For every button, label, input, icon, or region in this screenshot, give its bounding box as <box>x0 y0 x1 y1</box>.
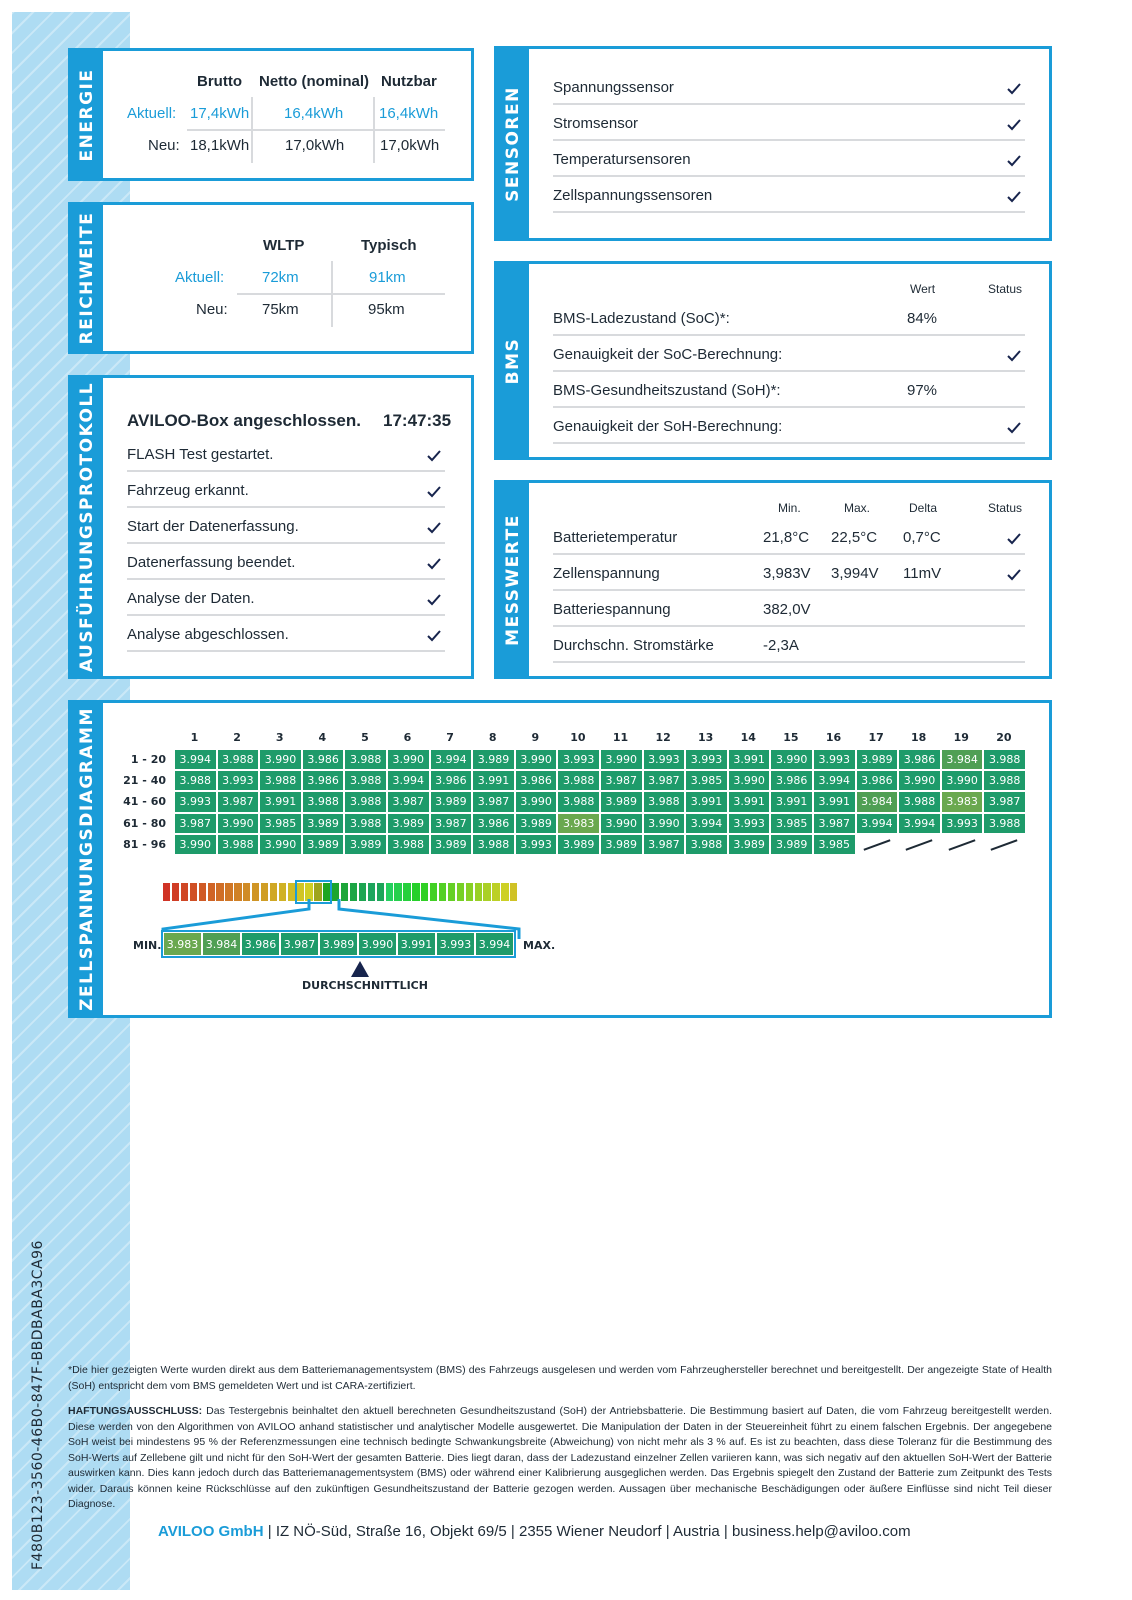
check-icon <box>1007 154 1021 168</box>
protokoll-step: FLASH Test gestartet. <box>127 446 274 463</box>
check-icon <box>427 449 441 463</box>
cell-column-number: 8 <box>488 731 497 744</box>
bms-row-label: Genauigkeit der SoH-Berechnung: <box>553 418 783 435</box>
check-icon <box>1007 190 1021 204</box>
cell-column-number: 9 <box>531 731 540 744</box>
cell-value: 3.985 <box>685 770 728 791</box>
average-marker-icon <box>351 961 369 977</box>
cell-value: 3.989 <box>728 834 771 855</box>
cell-column-number: 5 <box>361 731 369 744</box>
sensor-divider <box>553 139 1025 141</box>
footer-sep-4: | <box>723 1523 728 1540</box>
cell-value: 3.988 <box>344 791 387 812</box>
cell-value: 3.991 <box>728 749 771 770</box>
cell-value: 3.989 <box>856 749 899 770</box>
bms-row-divider <box>553 370 1025 372</box>
cell-value: 3.990 <box>387 749 430 770</box>
cell-value: 3.993 <box>217 770 260 791</box>
check-icon <box>427 557 441 571</box>
cell-value: 3.988 <box>344 770 387 791</box>
bms-row-divider <box>553 442 1025 444</box>
energie-vdivider-1 <box>251 97 253 163</box>
energie-neu-brutto: 18,1kWh <box>190 137 250 154</box>
energie-label-neu: Neu: <box>148 137 180 154</box>
legend-value: 3.984 <box>202 932 241 956</box>
cell-value: 3.994 <box>813 770 856 791</box>
sensor-item: Zellspannungssensoren <box>553 187 713 204</box>
cell-value: 3.984 <box>941 749 984 770</box>
sensoren-title: SENSOREN <box>503 85 523 202</box>
cell-value: 3.993 <box>685 749 728 770</box>
cell-value: 3.986 <box>430 770 473 791</box>
cell-value: 3.989 <box>430 834 473 855</box>
check-icon <box>427 593 441 607</box>
check-icon <box>1007 82 1021 96</box>
legend-value: 3.987 <box>280 932 319 956</box>
protokoll-step-divider <box>127 470 445 472</box>
protokoll-step: Start der Datenerfassung. <box>127 518 299 535</box>
disclaimer <box>68 1404 1052 1513</box>
cell-value: 3.993 <box>728 813 771 834</box>
energie-header-netto: Netto (nominal) <box>259 73 369 90</box>
protokoll-step-divider <box>127 650 445 652</box>
cell-value: 3.987 <box>430 813 473 834</box>
cell-value: 3.985 <box>813 834 856 855</box>
cell-value: 3.988 <box>557 770 600 791</box>
document-id: F480B123-3560-46B0-847F-BBDBABA3CA96 <box>30 1240 46 1570</box>
cell-value: 3.990 <box>898 770 941 791</box>
messwerte-min: 3,983V <box>763 565 811 582</box>
cell-value: 3.990 <box>770 749 813 770</box>
reichweite-neu-typisch: 95km <box>368 301 405 318</box>
legend-value: 3.993 <box>436 932 475 956</box>
legend-value: 3.986 <box>241 932 280 956</box>
messwerte-col-status: Status <box>988 501 1023 515</box>
sensoren-panel <box>494 46 1052 241</box>
cell-value: 3.989 <box>387 813 430 834</box>
cell-value: 3.994 <box>898 813 941 834</box>
bms-panel <box>494 261 1052 460</box>
check-icon <box>427 485 441 499</box>
protokoll-step-divider <box>127 614 445 616</box>
reichweite-header-wltp: WLTP <box>263 237 305 254</box>
check-icon <box>1007 532 1021 546</box>
cell-column-number: 12 <box>655 731 671 744</box>
legend-value: 3.983 <box>163 932 202 956</box>
messwerte-row-label: Batterietemperatur <box>553 529 678 546</box>
cell-value: 3.990 <box>259 749 302 770</box>
cell-value: 3.990 <box>600 749 643 770</box>
cell-value: 3.993 <box>941 813 984 834</box>
energie-neu-nutzbar: 17,0kWh <box>380 137 440 154</box>
sensor-divider <box>553 103 1025 105</box>
cell-column-number: 18 <box>911 731 927 744</box>
legend-value: 3.989 <box>319 932 358 956</box>
cell-value: 3.989 <box>770 834 813 855</box>
cell-value: 3.988 <box>472 834 515 855</box>
footer-sep-2: | <box>510 1523 515 1540</box>
messwerte-row-label: Durchschn. Stromstärke <box>553 637 714 654</box>
cell-value: 3.988 <box>217 834 260 855</box>
bms-row-label: Genauigkeit der SoC-Berechnung: <box>553 346 783 363</box>
messwerte-panel <box>494 480 1052 679</box>
zellspannung-tab <box>71 703 103 1015</box>
cell-column-number: 4 <box>318 731 327 744</box>
cell-value: 3.990 <box>600 813 643 834</box>
cell-value: 3.990 <box>217 813 260 834</box>
protokoll-step: Fahrzeug erkannt. <box>127 482 249 499</box>
footer-country: Austria <box>673 1523 720 1540</box>
cell-row-label: 41 - 60 <box>123 795 166 809</box>
cell-value: 3.993 <box>813 749 856 770</box>
cell-row-label: 21 - 40 <box>123 774 166 788</box>
reichweite-aktuell-typisch: 91km <box>369 269 406 286</box>
legend-value: 3.994 <box>475 932 514 956</box>
protokoll-tab <box>71 378 103 676</box>
messwerte-title: MESSWERTE <box>503 513 523 646</box>
disclaimer-text: Das Testergebnis beinhaltet den aktuell berechneten Gesundheitszustand (SoH) der Antriebsbatterie. Die Bestimmung basiert auf Daten, die vom Fahrzeug bereitgestellt werden. Diese werden von den Algorithmen von AVILOO anhand statistischer und analytischer Modelle ausgewertet. Die Manipulation der Daten in der Steuereinheit führt zu einem falschen Ergebnis. Der angegebene SoH weist bei mindestens 95 % der Referenzmessungen eine technisch bedingte Schwankungsbreite (Abweichung) von nicht mehr als 3 % auf. Es ist zu beachten, dass diese Toleranz für die Bestimmung des SoH-Werts auf Zellebene gilt und nicht für den SoH-Wert der gesamten Batterie. Dies liegt daran, dass der Ladezustand einzelner Zellen variieren kann, was sich negativ auf den aktuellen SoH-Wert der Batterie auswirken kann. Dies kann jedoch durch das Batteriemanagementsystem (BMS) oder während einer Kalibrierung ausgeglichen werden. Das Ergebnis spiegelt den Zustand der Batterie zum Zeitpunkt des Tests wider. Daraus können keine Rückschlüsse auf den zukünftigen Gesundheitszustand der Batterie gezogen werden. Aussagen über mechanische Beschädigungen oder äußere Einflüsse sind nicht Teil dieser Diagnose. <box>68 1405 1052 1510</box>
bms-tab <box>497 264 529 457</box>
protokoll-panel <box>68 375 474 679</box>
bms-title: BMS <box>503 337 523 384</box>
sensor-item: Temperatursensoren <box>553 151 691 168</box>
cell-value: 3.988 <box>983 749 1026 770</box>
energie-aktuell-nutzbar: 16,4kWh <box>379 105 439 122</box>
sensor-divider <box>553 175 1025 177</box>
footer-address: IZ NÖ-Süd, Straße 16, Objekt 69/5 <box>275 1523 507 1540</box>
sensor-item: Stromsensor <box>553 115 639 132</box>
energie-vdivider-2 <box>373 97 375 163</box>
check-icon <box>1007 349 1021 363</box>
energie-neu-netto: 17,0kWh <box>285 137 345 154</box>
reichweite-aktuell-wltp: 72km <box>262 269 299 286</box>
cell-value: 3.988 <box>898 791 941 812</box>
reichweite-label-aktuell: Aktuell: <box>175 269 225 286</box>
reichweite-tab <box>71 205 103 351</box>
cell-value: 3.990 <box>515 749 558 770</box>
cell-value: 3.988 <box>174 770 217 791</box>
footer-sep-3: | <box>665 1523 670 1540</box>
sensor-divider <box>553 211 1025 213</box>
empty-cell-slash <box>863 839 890 850</box>
energie-header-nutzbar: Nutzbar <box>381 73 437 90</box>
cell-value: 3.990 <box>174 834 217 855</box>
messwerte-min: -2,3A <box>763 637 799 654</box>
messwerte-tab <box>497 483 529 676</box>
cell-value: 3.986 <box>856 770 899 791</box>
zellspannung-title: ZELLSPANNUNGSDIAGRAMM <box>77 707 97 1011</box>
cell-column-number: 17 <box>868 731 884 744</box>
cell-value: 3.993 <box>557 749 600 770</box>
cell-value: 3.988 <box>344 749 387 770</box>
energie-header-brutto: Brutto <box>197 73 242 90</box>
cell-column-number: 1 <box>190 731 199 744</box>
cell-value: 3.994 <box>174 749 217 770</box>
messwerte-row-label: Batteriespannung <box>553 601 671 618</box>
cell-column-number: 7 <box>446 731 454 744</box>
cell-value: 3.989 <box>600 834 643 855</box>
soh-footnote: *Die hier gezeigten Werte wurden direkt aus dem Batteriemanagementsystem (BMS) des Fahrzeugs ausgelesen und werden vom Fahrzeughersteller berechnet und bereitgestellt. Der angezeigte State of Health (SoH) entspricht dem vom BMS gemeldeten Wert und ist CARA-zertifiziert. <box>68 1364 1052 1392</box>
cell-value: 3.986 <box>770 770 813 791</box>
cell-value: 3.988 <box>685 834 728 855</box>
messwerte-col-min: Min. <box>778 501 801 515</box>
cell-value: 3.988 <box>983 770 1026 791</box>
cell-column-number: 6 <box>403 731 412 744</box>
cell-value: 3.990 <box>259 834 302 855</box>
reichweite-neu-wltp: 75km <box>262 301 299 318</box>
cell-column-number: 2 <box>233 731 241 744</box>
cell-value: 3.994 <box>430 749 473 770</box>
cell-column-number: 20 <box>996 731 1012 744</box>
check-icon <box>1007 568 1021 582</box>
energie-tab <box>71 51 103 178</box>
cell-value: 3.990 <box>941 770 984 791</box>
check-icon <box>1007 118 1021 132</box>
cell-value: 3.987 <box>472 791 515 812</box>
cell-value: 3.991 <box>685 791 728 812</box>
cell-value: 3.983 <box>941 791 984 812</box>
cell-value: 3.986 <box>472 813 515 834</box>
energie-divider <box>187 129 445 131</box>
cell-value: 3.994 <box>387 770 430 791</box>
empty-cell-slash <box>991 839 1018 850</box>
cell-column-number: 13 <box>698 731 714 744</box>
messwerte-col-delta: Delta <box>909 501 938 515</box>
bms-row-divider <box>553 406 1025 408</box>
messwerte-row-label: Zellenspannung <box>553 565 660 582</box>
bms-row-divider <box>553 334 1025 336</box>
energie-panel <box>68 48 474 181</box>
cell-value: 3.991 <box>728 791 771 812</box>
messwerte-row-divider <box>553 625 1025 627</box>
cell-value: 3.984 <box>856 791 899 812</box>
energie-label-aktuell: Aktuell: <box>127 105 177 122</box>
cell-row-label: 61 - 80 <box>123 816 166 830</box>
cell-value: 3.989 <box>557 834 600 855</box>
protokoll-step: Analyse der Daten. <box>127 590 255 607</box>
cell-value: 3.988 <box>557 791 600 812</box>
cell-value: 3.988 <box>643 791 686 812</box>
check-icon <box>1007 421 1021 435</box>
check-icon <box>427 521 441 535</box>
cell-value: 3.991 <box>813 791 856 812</box>
empty-cell-slash <box>906 839 933 850</box>
cell-column-number: 3 <box>275 731 284 744</box>
cell-value: 3.985 <box>770 813 813 834</box>
cell-value: 3.994 <box>856 813 899 834</box>
protokoll-step: Datenerfassung beendet. <box>127 554 296 571</box>
cell-value: 3.987 <box>813 813 856 834</box>
protokoll-step-divider <box>127 578 445 580</box>
bms-row-value: 84% <box>907 310 938 327</box>
cell-value: 3.988 <box>344 813 387 834</box>
sensor-item: Spannungssensor <box>553 79 674 96</box>
cell-value: 3.988 <box>983 813 1026 834</box>
reichweite-divider <box>237 293 445 295</box>
messwerte-delta: 0,7°C <box>903 529 941 546</box>
cell-value: 3.994 <box>685 813 728 834</box>
energie-aktuell-netto: 16,4kWh <box>284 105 344 122</box>
sensoren-tab <box>497 49 529 238</box>
cell-row-label: 81 - 96 <box>123 837 166 851</box>
reichweite-title: REICHWEITE <box>77 211 97 345</box>
protokoll-heading: AVILOO-Box angeschlossen. <box>127 411 361 430</box>
cell-value: 3.986 <box>302 749 345 770</box>
cell-value: 3.988 <box>217 749 260 770</box>
cell-value: 3.989 <box>430 791 473 812</box>
cell-column-number: 16 <box>825 731 842 744</box>
cell-row-label: 1 - 20 <box>130 753 166 766</box>
footer-city: 2355 Wiener Neudorf <box>519 1523 662 1540</box>
cell-value: 3.985 <box>259 813 302 834</box>
legend-value: 3.991 <box>397 932 436 956</box>
cell-value: 3.987 <box>643 770 686 791</box>
cell-value: 3.993 <box>515 834 558 855</box>
cell-value: 3.988 <box>302 791 345 812</box>
legend-max-label: MAX. <box>523 939 556 952</box>
empty-cell-slash <box>948 839 975 850</box>
cell-value: 3.987 <box>217 791 260 812</box>
messwerte-delta: 11mV <box>903 565 942 582</box>
messwerte-min: 382,0V <box>763 601 811 618</box>
average-label: DURCHSCHNITTLICH <box>302 979 428 992</box>
cell-column-number: 11 <box>612 731 629 744</box>
reichweite-panel <box>68 202 474 354</box>
cell-column-number: 15 <box>783 731 799 744</box>
footer-company: AVILOO GmbH <box>158 1523 264 1540</box>
messwerte-row-divider <box>553 661 1025 663</box>
messwerte-max: 22,5°C <box>831 529 878 546</box>
cell-value: 3.991 <box>259 791 302 812</box>
reichweite-vdivider <box>331 261 333 327</box>
legend-value: 3.990 <box>358 932 397 956</box>
cell-value: 3.990 <box>643 813 686 834</box>
cell-value: 3.989 <box>302 813 345 834</box>
bms-row-value: 97% <box>907 382 938 399</box>
protokoll-step-divider <box>127 506 445 508</box>
cell-value: 3.987 <box>600 770 643 791</box>
disclaimer-label: HAFTUNGSAUSSCHLUSS: <box>68 1405 203 1417</box>
protokoll-time: 17:47:35 <box>383 411 452 430</box>
footer-sep-1: | <box>267 1523 272 1540</box>
cell-value: 3.989 <box>344 834 387 855</box>
cell-value: 3.993 <box>174 791 217 812</box>
messwerte-row-divider <box>553 589 1025 591</box>
messwerte-min: 21,8°C <box>763 529 810 546</box>
cell-column-number: 19 <box>953 731 969 744</box>
energie-title: ENERGIE <box>77 68 97 161</box>
messwerte-row-divider <box>553 553 1025 555</box>
cell-value: 3.987 <box>387 791 430 812</box>
cell-value: 3.983 <box>557 813 600 834</box>
cell-value: 3.987 <box>643 834 686 855</box>
cell-column-number: 14 <box>740 731 756 744</box>
bms-row-label: BMS-Ladezustand (SoC)*: <box>553 310 730 327</box>
bms-col-status: Status <box>988 282 1023 296</box>
cell-column-number: 10 <box>570 731 586 744</box>
energie-aktuell-brutto: 17,4kWh <box>190 105 250 122</box>
bms-col-wert: Wert <box>910 282 936 296</box>
cell-value: 3.986 <box>898 749 941 770</box>
cell-value: 3.989 <box>600 791 643 812</box>
cell-value: 3.993 <box>643 749 686 770</box>
check-icon <box>427 629 441 643</box>
cell-value: 3.990 <box>728 770 771 791</box>
cell-value: 3.991 <box>770 791 813 812</box>
legend-min-label: MIN. <box>133 939 162 952</box>
bms-row-label: BMS-Gesundheitszustand (SoH)*: <box>553 382 781 399</box>
messwerte-max: 3,994V <box>831 565 879 582</box>
protokoll-step: Analyse abgeschlossen. <box>127 626 289 643</box>
reichweite-header-typisch: Typisch <box>361 237 417 254</box>
reichweite-label-neu: Neu: <box>196 301 228 318</box>
cell-value: 3.987 <box>174 813 217 834</box>
cell-value: 3.986 <box>302 770 345 791</box>
cell-value: 3.990 <box>515 791 558 812</box>
protokoll-title: AUSFÜHRUNGSPROTOKOLL <box>77 381 97 673</box>
footer <box>158 1523 911 1540</box>
cell-value: 3.988 <box>387 834 430 855</box>
protokoll-step-divider <box>127 542 445 544</box>
zellspannung-panel <box>68 700 1052 1018</box>
cell-value: 3.987 <box>983 791 1026 812</box>
messwerte-col-max: Max. <box>844 501 871 515</box>
cell-value: 3.991 <box>472 770 515 791</box>
cell-value: 3.989 <box>472 749 515 770</box>
cell-value: 3.988 <box>259 770 302 791</box>
cell-value: 3.986 <box>515 770 558 791</box>
cell-value: 3.989 <box>302 834 345 855</box>
cell-value: 3.989 <box>515 813 558 834</box>
footer-email[interactable]: business.help@aviloo.com <box>731 1523 911 1540</box>
